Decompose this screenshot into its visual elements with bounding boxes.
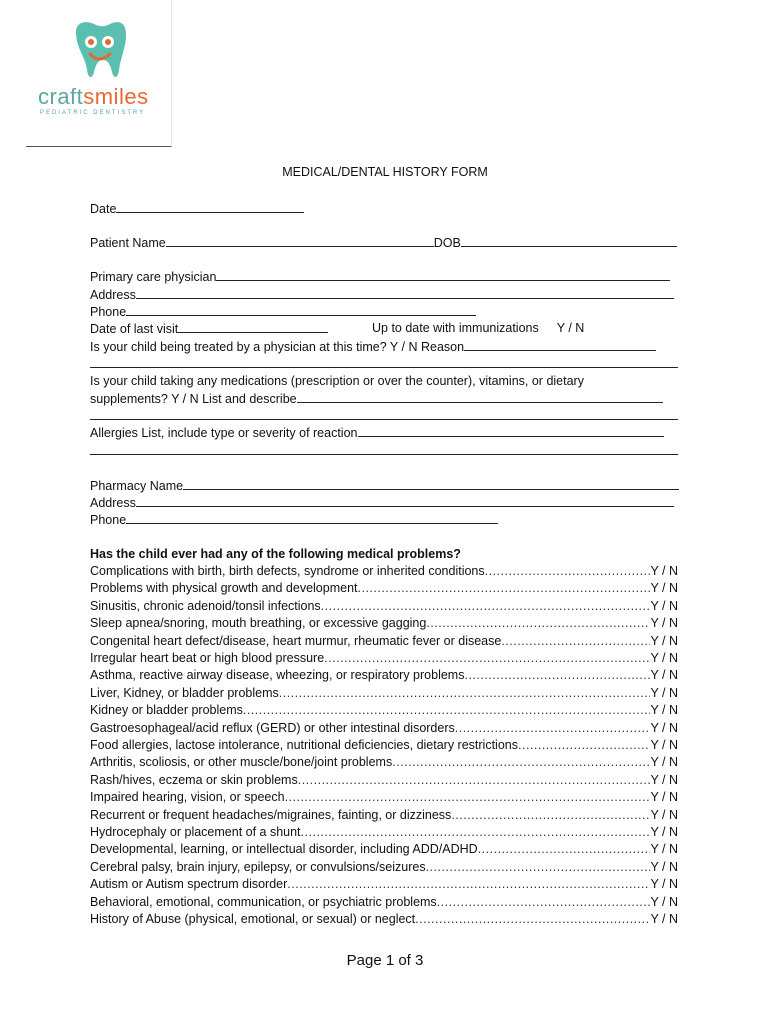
yes-no-choice[interactable]: Y / N (650, 668, 678, 683)
date-field[interactable]: Date (90, 200, 304, 217)
problem-row (90, 563, 678, 579)
primary-care-field[interactable]: Primary care physician (90, 268, 670, 285)
dot-leader (279, 685, 651, 701)
pharmacy-phone-field[interactable]: Phone (90, 511, 498, 528)
dot-leader (358, 580, 651, 596)
dot-leader (478, 841, 651, 857)
yes-no-choice[interactable]: Y / N (650, 912, 678, 926)
yes-no-choice[interactable]: Y / N (650, 564, 678, 578)
problem-label: Recurrent or frequent headaches/migraines, fainting, or dizziness (90, 807, 452, 822)
yes-no-choice[interactable]: Y / N (650, 598, 678, 613)
yes-no-choice[interactable]: Y / N (650, 633, 678, 648)
dot-leader (392, 754, 650, 770)
problem-label: Kidney or bladder problems (90, 703, 243, 718)
problem-label: Arthritis, scoliosis, or other muscle/bone/joint problems (90, 755, 393, 770)
yes-no-choice[interactable]: Y / N (650, 703, 678, 718)
problem-label: Liver, Kidney, or bladder problems (90, 685, 279, 700)
problem-row (90, 841, 678, 857)
problem-label: Rash/hives, eczema or skin problems (90, 772, 298, 787)
problem-label: Behavioral, emotional, communication, or psychiatric problems (90, 894, 437, 909)
dot-leader (285, 789, 651, 805)
problem-row (90, 754, 678, 770)
logo (26, 0, 172, 147)
immunizations-yn[interactable]: Y / N (556, 321, 585, 335)
last-visit-field[interactable]: Date of last visit (90, 320, 328, 337)
problem-label: Hydrocephaly or placement of a shunt (90, 825, 301, 839)
dot-leader (287, 876, 650, 892)
yes-no-choice[interactable]: Y / N (650, 842, 678, 857)
problem-label: Food allergies, lactose intolerance, nutritional deficiencies, dietary restrictions (90, 738, 518, 752)
yes-no-choice[interactable]: Y / N (650, 772, 678, 787)
yes-no-choice[interactable]: Y / N (650, 651, 678, 665)
problem-label: Developmental, learning, or intellectual disorder, including ADD/ADHD (90, 842, 478, 857)
problem-row (90, 807, 678, 823)
problem-row (90, 615, 678, 631)
problem-row (90, 720, 678, 736)
yes-no-choice[interactable]: Y / N (650, 877, 678, 892)
problem-row (90, 737, 678, 753)
problem-label: Congenital heart defect/disease, heart murmur, rheumatic fever or disease (90, 633, 502, 648)
problem-label: Gastroesophageal/acid reflux (GERD) or other intestinal disorders (90, 720, 455, 735)
dob-label: DOB (433, 236, 461, 250)
allergies-field[interactable]: Allergies List, include type or severity of reaction (90, 424, 664, 441)
problem-label: Sleep apnea/snoring, mouth breathing, or excessive gagging (90, 616, 427, 631)
problem-row (90, 598, 678, 614)
dot-leader (324, 650, 650, 666)
page-footer: Page 1 of 3 (346, 952, 424, 969)
yes-no-choice[interactable]: Y / N (650, 894, 678, 909)
dot-leader (485, 563, 651, 579)
yes-no-choice[interactable]: Y / N (650, 859, 678, 874)
dot-leader (437, 894, 651, 910)
dot-leader (426, 859, 651, 875)
allergies-extra-line[interactable] (90, 442, 678, 459)
yes-no-choice[interactable]: Y / N (650, 738, 678, 752)
problem-label: Impaired hearing, vision, or speech (90, 790, 285, 805)
problem-row (90, 859, 678, 875)
problem-label: Asthma, reactive airway disease, wheezing, or respiratory problems (90, 668, 465, 683)
form-title: MEDICAL/DENTAL HISTORY FORM (282, 165, 488, 179)
yes-no-choice[interactable]: Y / N (650, 616, 678, 631)
dot-leader (321, 598, 651, 614)
yes-no-choice[interactable]: Y / N (650, 790, 678, 805)
dot-leader (455, 720, 651, 736)
problem-label: Problems with physical growth and development (90, 581, 358, 596)
brand-craft: craft (38, 84, 84, 109)
patient-name-field[interactable]: Patient Name DOB (90, 234, 677, 251)
problem-label: Sinusitis, chronic adenoid/tonsil infections (90, 598, 321, 613)
yes-no-choice[interactable]: Y / N (650, 581, 678, 596)
immunizations-label: Up to date with immunizations Y / N (372, 321, 585, 335)
problem-label: Complications with birth, birth defects, syndrome or inherited conditions (90, 564, 485, 578)
problem-row (90, 580, 678, 596)
brand-tagline: PEDIATRIC DENTISTRY (40, 110, 146, 116)
yes-no-choice[interactable]: Y / N (650, 807, 678, 822)
section-heading: Has the child ever had any of the following medical problems? (90, 547, 461, 561)
problem-row (90, 702, 678, 718)
treated-question[interactable]: Is your child being treated by a physician at this time? Y / N Reason (90, 338, 656, 355)
yes-no-choice[interactable]: Y / N (650, 685, 678, 700)
problem-row (90, 876, 678, 892)
problem-row (90, 824, 678, 840)
problem-row (90, 650, 678, 666)
dot-leader (451, 807, 650, 823)
problem-row (90, 789, 678, 805)
problem-row (90, 633, 678, 649)
dot-leader (243, 702, 651, 718)
yes-no-choice[interactable]: Y / N (650, 755, 678, 770)
address-field[interactable]: Address (90, 286, 674, 303)
problem-label: Autism or Autism spectrum disorder (90, 877, 288, 892)
pharmacy-name-field[interactable]: Pharmacy Name (90, 477, 679, 494)
dot-leader (298, 772, 651, 788)
dot-leader (426, 615, 650, 631)
problem-row (90, 894, 678, 910)
medications-list-field[interactable]: supplements? Y / N List and describe (90, 390, 663, 407)
problem-row (90, 911, 678, 927)
dot-leader (415, 911, 650, 927)
yes-no-choice[interactable]: Y / N (650, 825, 678, 839)
medications-question: Is your child taking any medications (prescription or over the counter), vitamins, or dietary (90, 374, 584, 388)
problem-label: History of Abuse (physical, emotional, or sexual) or neglect (90, 912, 416, 926)
problem-label: Cerebral palsy, brain injury, epilepsy, or convulsions/seizures (90, 859, 426, 874)
problem-row (90, 667, 678, 683)
medications-extra-line[interactable] (90, 407, 678, 424)
dot-leader (518, 737, 650, 753)
problem-row (90, 685, 678, 701)
dot-leader (464, 667, 650, 683)
problem-row (90, 772, 678, 788)
problem-label: Irregular heart beat or high blood pressure (90, 651, 325, 665)
yes-no-choice[interactable]: Y / N (650, 720, 678, 735)
brand-smiles: smiles (83, 84, 149, 109)
dot-leader (501, 633, 650, 649)
phone-field[interactable]: Phone (90, 303, 476, 320)
dot-leader (301, 824, 651, 840)
pharmacy-address-field[interactable]: Address (90, 494, 674, 511)
treated-reason-line[interactable] (90, 355, 678, 372)
